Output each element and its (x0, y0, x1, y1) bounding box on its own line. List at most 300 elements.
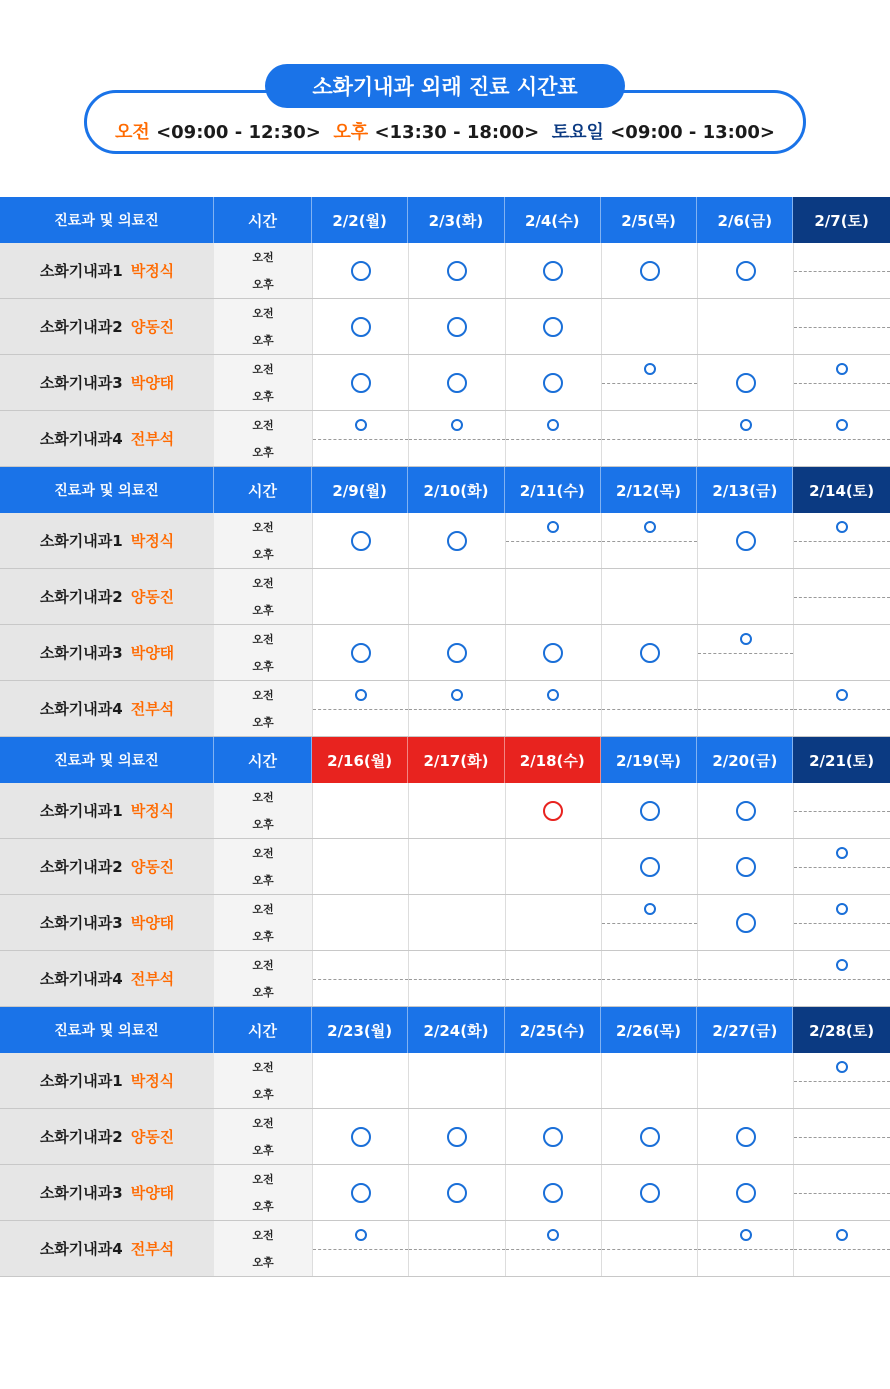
schedule-cell (601, 1221, 697, 1276)
schedule-header (84, 64, 806, 156)
full-day-circle-icon (736, 857, 756, 877)
pm-label: 오후 (252, 390, 274, 404)
doctor-row (0, 1053, 890, 1109)
time-cell (214, 783, 312, 838)
schedule-table (0, 197, 890, 1277)
doctor-row (0, 513, 890, 569)
schedule-cell (601, 951, 697, 1006)
doctor-cell (0, 1165, 214, 1220)
doctor-name: 박정식 (130, 532, 175, 550)
header-doctor-col: 진료과 및 의료진 (0, 737, 214, 783)
doctor-name: 박양태 (130, 644, 175, 662)
header-date: 2/14(토) (793, 467, 889, 513)
am-label: 오전 (252, 1116, 274, 1130)
morning-circle-icon (355, 1229, 367, 1241)
doctor-row (0, 411, 890, 467)
schedule-cell (408, 681, 504, 736)
doctor-cell (0, 513, 214, 568)
dept-name: 소화기내과3 (39, 374, 123, 392)
full-day-circle-icon (543, 373, 563, 393)
doctor-cell (0, 355, 214, 410)
morning-circle-icon (740, 419, 752, 431)
dept-name: 소화기내과2 (39, 858, 123, 876)
full-day-circle-icon (351, 531, 371, 551)
schedule-cell (793, 355, 889, 410)
dept-name: 소화기내과1 (39, 1072, 123, 1090)
schedule-cell (793, 625, 889, 680)
header-date: 2/21(토) (793, 737, 889, 783)
pm-hours: <13:30 - 18:00> (374, 122, 540, 143)
schedule-cell (505, 411, 601, 466)
schedule-cell (697, 299, 793, 354)
doctor-row (0, 839, 890, 895)
header-time-col: 시간 (214, 1007, 312, 1053)
time-cell (214, 569, 312, 624)
time-cell (214, 513, 312, 568)
schedule-cell (793, 411, 889, 466)
header-time-col: 시간 (214, 737, 312, 783)
doctor-cell (0, 951, 214, 1006)
schedule-cell (312, 625, 408, 680)
full-day-circle-icon (543, 1127, 563, 1147)
schedule-cell (793, 681, 889, 736)
am-label: 오전 (252, 632, 274, 646)
schedule-cell (312, 681, 408, 736)
schedule-cell (312, 355, 408, 410)
schedule-cell (601, 243, 697, 298)
schedule-cell (312, 299, 408, 354)
full-day-circle-icon (736, 261, 756, 281)
doctor-name: 양동진 (130, 1128, 175, 1146)
pm-label: 오후 (333, 122, 369, 143)
doctor-name: 박정식 (130, 262, 175, 280)
full-day-circle-icon (351, 261, 371, 281)
schedule-cell (697, 513, 793, 568)
schedule-cell (697, 783, 793, 838)
morning-circle-icon (740, 633, 752, 645)
schedule-cell (408, 625, 504, 680)
schedule-cell (601, 783, 697, 838)
time-cell (214, 1053, 312, 1108)
doctor-row (0, 1109, 890, 1165)
schedule-cell (601, 1109, 697, 1164)
full-day-circle-icon (447, 317, 467, 337)
full-day-circle-icon (736, 373, 756, 393)
schedule-cell (505, 1221, 601, 1276)
dept-name: 소화기내과4 (39, 970, 123, 988)
dept-name: 소화기내과3 (39, 1184, 123, 1202)
schedule-cell (408, 1221, 504, 1276)
header-doctor-col: 진료과 및 의료진 (0, 197, 214, 243)
doctor-name: 전부석 (130, 430, 175, 448)
pm-label: 오후 (252, 334, 274, 348)
schedule-cell (505, 1109, 601, 1164)
doctor-name: 전부석 (130, 1240, 175, 1258)
schedule-cell (601, 569, 697, 624)
time-cell (214, 625, 312, 680)
pm-label: 오후 (252, 986, 274, 1000)
schedule-cell (408, 355, 504, 410)
schedule-cell (697, 355, 793, 410)
am-label: 오전 (252, 362, 274, 376)
week-block (0, 737, 890, 1007)
schedule-cell (793, 243, 889, 298)
schedule-cell (505, 681, 601, 736)
saturday-label: 토요일 (551, 122, 604, 143)
schedule-cell (312, 783, 408, 838)
schedule-cell (601, 299, 697, 354)
pm-label: 오후 (252, 1256, 274, 1270)
schedule-cell (408, 299, 504, 354)
full-day-circle-icon (736, 801, 756, 821)
header-date: 2/4(수) (505, 197, 601, 243)
am-label: 오전 (252, 576, 274, 590)
schedule-cell (601, 1053, 697, 1108)
schedule-cell (601, 355, 697, 410)
schedule-cell (697, 1221, 793, 1276)
am-label: 오전 (252, 1172, 274, 1186)
header-date: 2/26(목) (601, 1007, 697, 1053)
morning-circle-icon (547, 1229, 559, 1241)
pm-label: 오후 (252, 874, 274, 888)
schedule-cell (601, 513, 697, 568)
header-time-col: 시간 (214, 197, 312, 243)
schedule-cell (793, 1165, 889, 1220)
dept-name: 소화기내과4 (39, 1240, 123, 1258)
doctor-name: 박양태 (130, 914, 175, 932)
full-day-circle-icon (351, 317, 371, 337)
clinic-hours (84, 118, 806, 144)
doctor-name: 양동진 (130, 588, 175, 606)
schedule-cell (312, 569, 408, 624)
schedule-cell (601, 625, 697, 680)
schedule-cell (601, 411, 697, 466)
time-cell (214, 243, 312, 298)
doctor-row (0, 569, 890, 625)
time-cell (214, 1165, 312, 1220)
morning-circle-icon (836, 689, 848, 701)
doctor-row (0, 951, 890, 1007)
doctor-row (0, 299, 890, 355)
doctor-row (0, 243, 890, 299)
schedule-cell (793, 1221, 889, 1276)
schedule-cell (697, 243, 793, 298)
schedule-cell (697, 625, 793, 680)
schedule-cell (793, 1053, 889, 1108)
dept-name: 소화기내과2 (39, 318, 123, 336)
schedule-cell (312, 1165, 408, 1220)
schedule-cell (505, 951, 601, 1006)
morning-circle-icon (451, 419, 463, 431)
time-cell (214, 1221, 312, 1276)
am-label: 오전 (252, 790, 274, 804)
doctor-cell (0, 1221, 214, 1276)
am-label: 오전 (252, 1228, 274, 1242)
am-label: 오전 (115, 122, 150, 143)
full-day-circle-icon (736, 1183, 756, 1203)
pm-label: 오후 (252, 716, 274, 730)
header-date: 2/11(수) (505, 467, 601, 513)
full-day-circle-icon (351, 643, 371, 663)
week-block (0, 1007, 890, 1277)
doctor-row (0, 1165, 890, 1221)
morning-circle-icon (355, 419, 367, 431)
week-header-row (0, 467, 890, 513)
full-day-circle-icon (447, 531, 467, 551)
header-date: 2/9(월) (312, 467, 408, 513)
morning-circle-icon (547, 689, 559, 701)
dept-name: 소화기내과1 (39, 802, 123, 820)
full-day-circle-icon (640, 261, 660, 281)
morning-circle-icon (547, 419, 559, 431)
doctor-cell (0, 1053, 214, 1108)
time-cell (214, 299, 312, 354)
header-date: 2/19(목) (601, 737, 697, 783)
header-date: 2/23(월) (312, 1007, 408, 1053)
schedule-cell (793, 895, 889, 950)
header-time-col: 시간 (214, 467, 312, 513)
schedule-cell (793, 783, 889, 838)
schedule-cell (312, 411, 408, 466)
schedule-cell (408, 783, 504, 838)
am-label: 오전 (252, 306, 274, 320)
pm-label: 오후 (252, 1144, 274, 1158)
doctor-cell (0, 1109, 214, 1164)
schedule-cell (505, 1053, 601, 1108)
morning-circle-icon (836, 903, 848, 915)
week-header-row (0, 1007, 890, 1053)
morning-circle-icon (740, 1229, 752, 1241)
doctor-cell (0, 243, 214, 298)
schedule-cell (697, 1109, 793, 1164)
schedule-cell (505, 569, 601, 624)
full-day-circle-icon (640, 1127, 660, 1147)
week-header-row (0, 737, 890, 783)
full-day-circle-icon (543, 1183, 563, 1203)
dept-name: 소화기내과3 (39, 644, 123, 662)
schedule-cell (697, 411, 793, 466)
doctor-cell (0, 839, 214, 894)
am-label: 오전 (252, 1060, 274, 1074)
doctor-name: 박양태 (130, 374, 175, 392)
full-day-circle-icon (351, 373, 371, 393)
pm-label: 오후 (252, 818, 274, 832)
page-title: 소화기내과 외래 진료 시간표 (265, 64, 625, 108)
schedule-cell (697, 895, 793, 950)
schedule-cell (505, 783, 601, 838)
doctor-name: 박정식 (130, 802, 175, 820)
doctor-name: 전부석 (130, 970, 175, 988)
pm-label: 오후 (252, 1088, 274, 1102)
morning-circle-icon (644, 363, 656, 375)
header-date: 2/27(금) (697, 1007, 793, 1053)
header-date: 2/3(화) (408, 197, 504, 243)
morning-circle-icon (355, 689, 367, 701)
morning-circle-icon (644, 903, 656, 915)
dept-name: 소화기내과2 (39, 588, 123, 606)
doctor-cell (0, 569, 214, 624)
schedule-cell (312, 951, 408, 1006)
time-cell (214, 355, 312, 410)
schedule-cell (408, 951, 504, 1006)
pm-label: 오후 (252, 548, 274, 562)
full-day-circle-icon (736, 531, 756, 551)
schedule-cell (793, 951, 889, 1006)
time-cell (214, 839, 312, 894)
week-block (0, 197, 890, 467)
morning-circle-icon (836, 1229, 848, 1241)
schedule-cell (697, 951, 793, 1006)
doctor-name: 양동진 (130, 318, 175, 336)
schedule-cell (312, 1109, 408, 1164)
header-date: 2/7(토) (793, 197, 889, 243)
pm-label: 오후 (252, 930, 274, 944)
full-day-circle-icon (736, 1127, 756, 1147)
schedule-cell (312, 895, 408, 950)
header-date: 2/5(목) (601, 197, 697, 243)
full-day-circle-icon (640, 857, 660, 877)
schedule-cell (408, 1053, 504, 1108)
full-day-circle-icon (543, 317, 563, 337)
schedule-cell (601, 895, 697, 950)
schedule-cell (408, 513, 504, 568)
schedule-cell (505, 895, 601, 950)
schedule-cell (697, 681, 793, 736)
doctor-cell (0, 783, 214, 838)
full-day-circle-icon (543, 801, 563, 821)
schedule-cell (505, 1165, 601, 1220)
schedule-cell (505, 625, 601, 680)
header-date: 2/28(토) (793, 1007, 889, 1053)
dept-name: 소화기내과1 (39, 532, 123, 550)
header-doctor-col: 진료과 및 의료진 (0, 467, 214, 513)
doctor-name: 박양태 (130, 1184, 175, 1202)
morning-circle-icon (836, 959, 848, 971)
dept-name: 소화기내과1 (39, 262, 123, 280)
header-date: 2/10(화) (408, 467, 504, 513)
time-cell (214, 895, 312, 950)
doctor-row (0, 355, 890, 411)
schedule-cell (408, 1109, 504, 1164)
full-day-circle-icon (447, 261, 467, 281)
schedule-cell (697, 569, 793, 624)
header-date: 2/17(화) (408, 737, 504, 783)
schedule-cell (793, 1109, 889, 1164)
full-day-circle-icon (736, 913, 756, 933)
am-label: 오전 (252, 250, 274, 264)
schedule-cell (505, 839, 601, 894)
am-label: 오전 (252, 418, 274, 432)
schedule-cell (408, 839, 504, 894)
full-day-circle-icon (351, 1183, 371, 1203)
time-cell (214, 1109, 312, 1164)
am-label: 오전 (252, 846, 274, 860)
schedule-cell (601, 1165, 697, 1220)
full-day-circle-icon (351, 1127, 371, 1147)
am-label: 오전 (252, 520, 274, 534)
header-date: 2/6(금) (697, 197, 793, 243)
doctor-row (0, 783, 890, 839)
schedule-cell (601, 839, 697, 894)
schedule-cell (601, 681, 697, 736)
schedule-cell (408, 243, 504, 298)
morning-circle-icon (836, 419, 848, 431)
pm-label: 오후 (252, 446, 274, 460)
doctor-row (0, 1221, 890, 1277)
doctor-cell (0, 299, 214, 354)
schedule-cell (505, 355, 601, 410)
schedule-cell (312, 243, 408, 298)
schedule-cell (697, 839, 793, 894)
schedule-cell (793, 569, 889, 624)
time-cell (214, 681, 312, 736)
schedule-cell (505, 299, 601, 354)
dept-name: 소화기내과4 (39, 430, 123, 448)
dept-name: 소화기내과3 (39, 914, 123, 932)
header-date: 2/12(목) (601, 467, 697, 513)
header-date: 2/2(월) (312, 197, 408, 243)
full-day-circle-icon (447, 1127, 467, 1147)
schedule-cell (697, 1053, 793, 1108)
saturday-hours: <09:00 - 13:00> (610, 122, 775, 143)
am-label: 오전 (252, 958, 274, 972)
pm-label: 오후 (252, 604, 274, 618)
morning-circle-icon (644, 521, 656, 533)
schedule-cell (793, 299, 889, 354)
schedule-cell (408, 1165, 504, 1220)
full-day-circle-icon (447, 1183, 467, 1203)
header-date: 2/16(월) (312, 737, 408, 783)
doctor-cell (0, 895, 214, 950)
doctor-name: 박정식 (130, 1072, 175, 1090)
schedule-cell (408, 895, 504, 950)
schedule-cell (312, 1053, 408, 1108)
doctor-name: 전부석 (130, 700, 175, 718)
full-day-circle-icon (640, 801, 660, 821)
full-day-circle-icon (640, 1183, 660, 1203)
week-block (0, 467, 890, 737)
week-header-row (0, 197, 890, 243)
pm-label: 오후 (252, 1200, 274, 1214)
doctor-name: 양동진 (130, 858, 175, 876)
time-cell (214, 411, 312, 466)
schedule-cell (505, 513, 601, 568)
schedule-cell (312, 513, 408, 568)
pm-label: 오후 (252, 660, 274, 674)
schedule-cell (408, 569, 504, 624)
pm-label: 오후 (252, 278, 274, 292)
doctor-row (0, 681, 890, 737)
morning-circle-icon (836, 847, 848, 859)
full-day-circle-icon (543, 643, 563, 663)
full-day-circle-icon (447, 373, 467, 393)
morning-circle-icon (836, 1061, 848, 1073)
doctor-row (0, 895, 890, 951)
am-hours: <09:00 - 12:30> (156, 122, 321, 143)
full-day-circle-icon (640, 643, 660, 663)
header-date: 2/25(수) (505, 1007, 601, 1053)
schedule-cell (793, 839, 889, 894)
dept-name: 소화기내과4 (39, 700, 123, 718)
header-doctor-col: 진료과 및 의료진 (0, 1007, 214, 1053)
doctor-cell (0, 681, 214, 736)
time-cell (214, 951, 312, 1006)
am-label: 오전 (252, 688, 274, 702)
morning-circle-icon (836, 363, 848, 375)
schedule-cell (312, 1221, 408, 1276)
morning-circle-icon (836, 521, 848, 533)
schedule-cell (697, 1165, 793, 1220)
